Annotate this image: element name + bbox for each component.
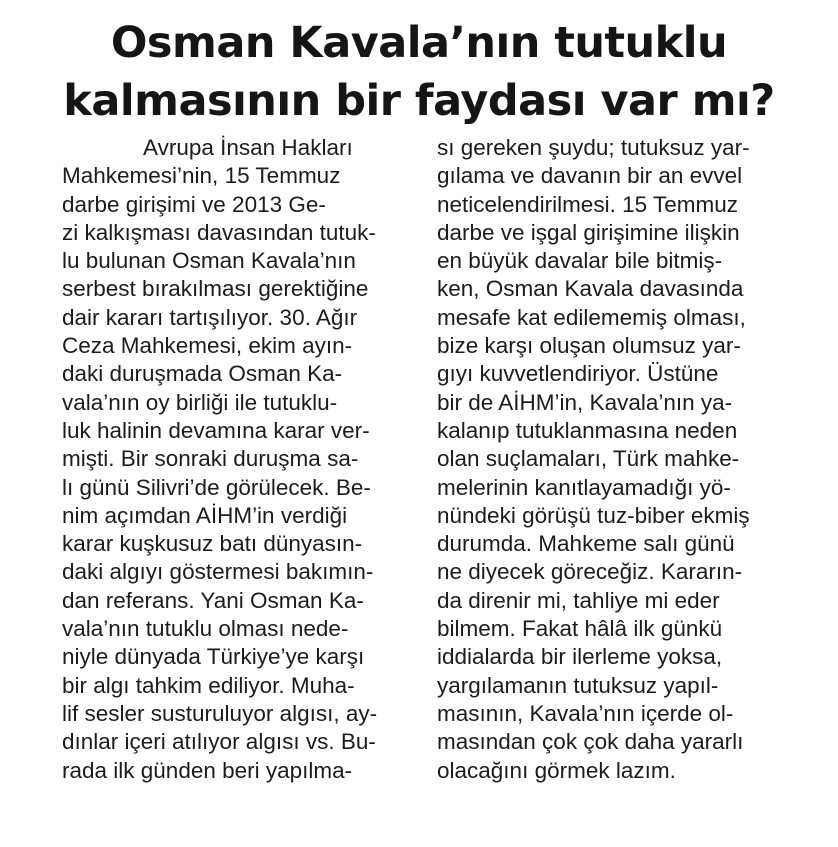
- body-line: dınlar içeri atılıyor algısı vs. Bu-: [62, 729, 376, 755]
- body-line: sı gereken şuydu; tutuksuz yar-: [437, 135, 750, 160]
- body-line: masından çok çok daha yararlı: [437, 729, 744, 755]
- body-line: kalanıp tutuklanmasına neden: [437, 417, 738, 443]
- body-line: vala’nın oy birliği ile tutuklu-: [62, 389, 338, 415]
- body-line: lif sesler susturuluyor algısı, ay-: [62, 700, 378, 726]
- body-line: mesafe kat edilememiş olması,: [437, 304, 746, 330]
- body-line: bilmem. Fakat hâlâ ilk günkü: [437, 616, 723, 642]
- body-line: mişti. Bir sonraki duruşma sa-: [62, 446, 359, 472]
- body-line: bir de AİHM’in, Kavala’nın ya-: [437, 389, 733, 415]
- body-line: niyle dünyada Türkiye’ye karşı: [62, 644, 365, 670]
- body-line: Avrupa İnsan Hakları: [143, 135, 353, 160]
- body-line: dan referans. Yani Osman Ka-: [62, 587, 364, 613]
- body-line: bize karşı oluşan olumsuz yar-: [437, 333, 741, 359]
- body-line: nündeki görüşü tuz-biber ekmiş: [437, 502, 750, 528]
- body-line: en büyük davalar bile bitmiş-: [437, 248, 723, 274]
- body-line: serbest bırakılması gerektiğine: [62, 276, 369, 302]
- body-line: karar kuşkusuz batı dünyasın-: [62, 531, 363, 557]
- body-line: gıyı kuvvetlendiriyor. Üstüne: [437, 361, 719, 387]
- body-line: daki algıyı göstermesi bakımın-: [62, 559, 374, 585]
- article-column-right: [437, 134, 797, 785]
- body-line: yargılamanın tutuksuz yapıl-: [437, 672, 719, 698]
- body-line: Mahkemesi’nin, 15 Temmuz: [62, 163, 341, 189]
- body-line: ne diyecek göreceğiz. Kararın-: [437, 559, 743, 585]
- body-line: durumda. Mahkeme salı günü: [437, 531, 735, 557]
- body-line: zi kalkışması davasından tutuk-: [62, 219, 376, 245]
- body-line: olacağını görmek lazım.: [437, 757, 676, 783]
- headline-line: Osman Kavala’nın tutuklu: [110, 18, 728, 68]
- body-line: ken, Osman Kavala davasında: [437, 276, 744, 302]
- article-headline: [0, 14, 838, 130]
- headline-line: kalmasının bir faydası var mı?: [63, 76, 775, 126]
- body-line: dair kararı tartışılıyor. 30. Ağır: [62, 304, 358, 330]
- body-line: iddialarda bir ilerleme yoksa,: [437, 644, 723, 670]
- body-line: darbe girişimi ve 2013 Ge-: [62, 191, 326, 217]
- body-line: bir algı tahkim ediliyor. Muha-: [62, 672, 355, 698]
- body-line: melerinin kanıtlayamadığı yö-: [437, 474, 731, 500]
- body-line: vala’nın tutuklu olması nede-: [62, 616, 349, 642]
- body-line: da direnir mi, tahliye mi eder: [437, 587, 720, 613]
- body-line: masının, Kavala’nın içerde ol-: [437, 700, 734, 726]
- body-line: nim açımdan AİHM’in verdiği: [62, 502, 348, 528]
- body-line: Ceza Mahkemesi, ekim ayın-: [62, 333, 353, 359]
- body-line: luk halinin devamına karar ver-: [62, 417, 370, 443]
- body-line: gılama ve davanın bir an evvel: [437, 163, 743, 189]
- body-line: neticelendirilmesi. 15 Temmuz: [437, 191, 738, 217]
- body-line: lu bulunan Osman Kavala’nın: [62, 248, 356, 274]
- body-line: darbe ve işgal girişimine ilişkin: [437, 219, 740, 245]
- article-column-left: [62, 134, 422, 785]
- body-line: daki duruşmada Osman Ka-: [62, 361, 343, 387]
- body-line: rada ilk günden beri yapılma-: [62, 757, 353, 783]
- body-line: lı günü Silivri’de görülecek. Be-: [62, 474, 371, 500]
- body-line: olan suçlamaları, Türk mahke-: [437, 446, 740, 472]
